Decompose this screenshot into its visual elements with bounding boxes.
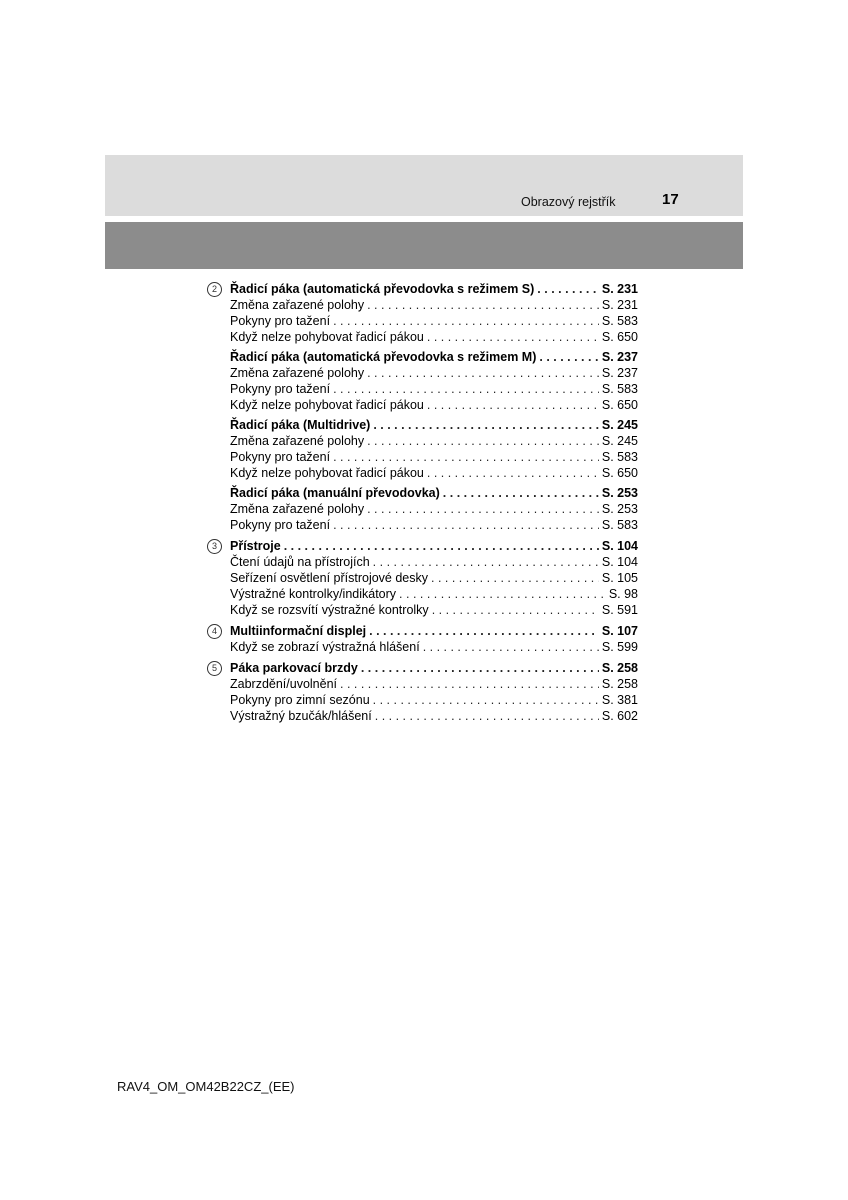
page-reference: S. 258 [601,661,638,675]
dot-leader [423,639,599,655]
dot-leader [367,365,599,381]
page-reference: S. 245 [601,418,638,432]
entry-label: Pokyny pro tažení [230,314,331,328]
entry-label: Změna zařazené polohy [230,502,365,516]
dot-leader [432,602,599,618]
document-code: RAV4_OM_OM42B22CZ_(EE) [117,1079,295,1094]
page-reference: S. 583 [601,450,638,464]
index-entry[interactable] [230,433,638,449]
dot-leader [340,676,599,692]
page-reference: S. 602 [601,709,638,723]
dot-leader [427,329,599,345]
index-entry[interactable] [230,501,638,517]
dot-leader [284,538,599,554]
index-entry[interactable] [230,517,638,533]
page-reference: S. 107 [601,624,638,638]
index-entry[interactable] [230,554,638,570]
circled-number-marker: 2 [207,282,222,297]
page-reference: S. 105 [601,571,638,585]
dot-leader [373,554,599,570]
entry-label: Seřízení osvětlení přístrojové desky [230,571,429,585]
index-heading[interactable] [230,485,638,501]
dot-leader [427,465,599,481]
index-entry[interactable] [230,708,638,724]
entry-label: Když nelze pohybovat řadicí pákou [230,398,424,412]
page-reference: S. 583 [601,518,638,532]
page-reference: S. 245 [601,434,638,448]
dot-leader [367,297,599,313]
entry-label: Když nelze pohybovat řadicí pákou [230,330,424,344]
page-reference: S. 231 [601,298,638,312]
index-entry[interactable] [230,465,638,481]
dot-leader [427,397,599,413]
index-group [207,281,638,533]
dot-leader [333,313,599,329]
entry-label: Řadicí páka (manuální převodovka) [230,486,440,500]
dot-leader [333,381,599,397]
index-entry[interactable] [230,602,638,618]
dot-leader [361,660,599,676]
entry-label: Multiinformační displej [230,624,367,638]
index-entry[interactable] [230,449,638,465]
entry-label: Změna zařazené polohy [230,434,365,448]
entry-label: Pokyny pro tažení [230,518,331,532]
page-reference: S. 381 [601,693,638,707]
dot-leader [443,485,599,501]
page-reference: S. 591 [601,603,638,617]
page-reference: S. 253 [601,502,638,516]
page-reference: S. 104 [601,555,638,569]
page-reference: S. 231 [601,282,638,296]
index-list [207,281,638,724]
circled-number-marker: 3 [207,539,222,554]
page-number: 17 [662,191,679,208]
entry-label: Řadicí páka (automatická převodovka s režimem M) [230,350,537,364]
entry-label: Páka parkovací brzdy [230,661,358,675]
index-heading[interactable] [230,417,638,433]
entry-label: Pokyny pro zimní sezónu [230,693,370,707]
dot-leader [367,433,599,449]
entry-label: Řadicí páka (automatická převodovka s režimem S) [230,282,535,296]
dot-leader [375,708,599,724]
index-entry[interactable] [230,297,638,313]
page-reference: S. 650 [601,398,638,412]
page-reference: S. 258 [601,677,638,691]
index-entry[interactable] [230,692,638,708]
dot-leader [333,517,599,533]
entry-label: Když nelze pohybovat řadicí pákou [230,466,424,480]
index-heading[interactable] [230,660,638,676]
index-entry[interactable] [230,586,638,602]
index-entry[interactable] [230,639,638,655]
header-dark-band [105,222,743,269]
dot-leader [373,417,599,433]
index-group [207,538,638,618]
page-reference: S. 237 [601,366,638,380]
section-title: Obrazový rejstřík [521,195,616,209]
dot-leader [367,501,599,517]
entry-label: Pokyny pro tažení [230,382,331,396]
page-reference: S. 650 [601,466,638,480]
dot-leader [537,281,599,297]
index-entry[interactable] [230,397,638,413]
entry-label: Čtení údajů na přístrojích [230,555,370,569]
entry-label: Pokyny pro tažení [230,450,331,464]
page-reference: S. 583 [601,382,638,396]
entry-label: Výstražný bzučák/hlášení [230,709,372,723]
index-entry[interactable] [230,365,638,381]
dot-leader [539,349,598,365]
page-reference: S. 104 [601,539,638,553]
dot-leader [333,449,599,465]
page-reference: S. 583 [601,314,638,328]
dot-leader [369,623,599,639]
index-heading[interactable] [230,281,638,297]
entry-label: Výstražné kontrolky/indikátory [230,587,397,601]
index-heading[interactable] [230,349,638,365]
entry-label: Řadicí páka (Multidrive) [230,418,371,432]
circled-number-marker: 5 [207,661,222,676]
index-entry[interactable] [230,381,638,397]
page-reference: S. 237 [601,350,638,364]
entry-label: Když se rozsvítí výstražné kontrolky [230,603,429,617]
index-entry[interactable] [230,570,638,586]
index-entry[interactable] [230,676,638,692]
entry-label: Přístroje [230,539,281,553]
index-group [207,623,638,655]
entry-label: Zabrzdění/uvolnění [230,677,338,691]
dot-leader [431,570,599,586]
page-reference: S. 98 [608,587,638,601]
index-heading[interactable] [230,623,638,639]
page-reference: S. 650 [601,330,638,344]
index-heading[interactable] [230,538,638,554]
entry-label: Změna zařazené polohy [230,298,365,312]
dot-leader [373,692,599,708]
index-group [207,660,638,724]
page-reference: S. 599 [601,640,638,654]
page-reference: S. 253 [601,486,638,500]
index-entry[interactable] [230,329,638,345]
entry-label: Změna zařazené polohy [230,366,365,380]
header-band [105,155,743,216]
index-entry[interactable] [230,313,638,329]
dot-leader [399,586,606,602]
circled-number-marker: 4 [207,624,222,639]
entry-label: Když se zobrazí výstražná hlášení [230,640,420,654]
